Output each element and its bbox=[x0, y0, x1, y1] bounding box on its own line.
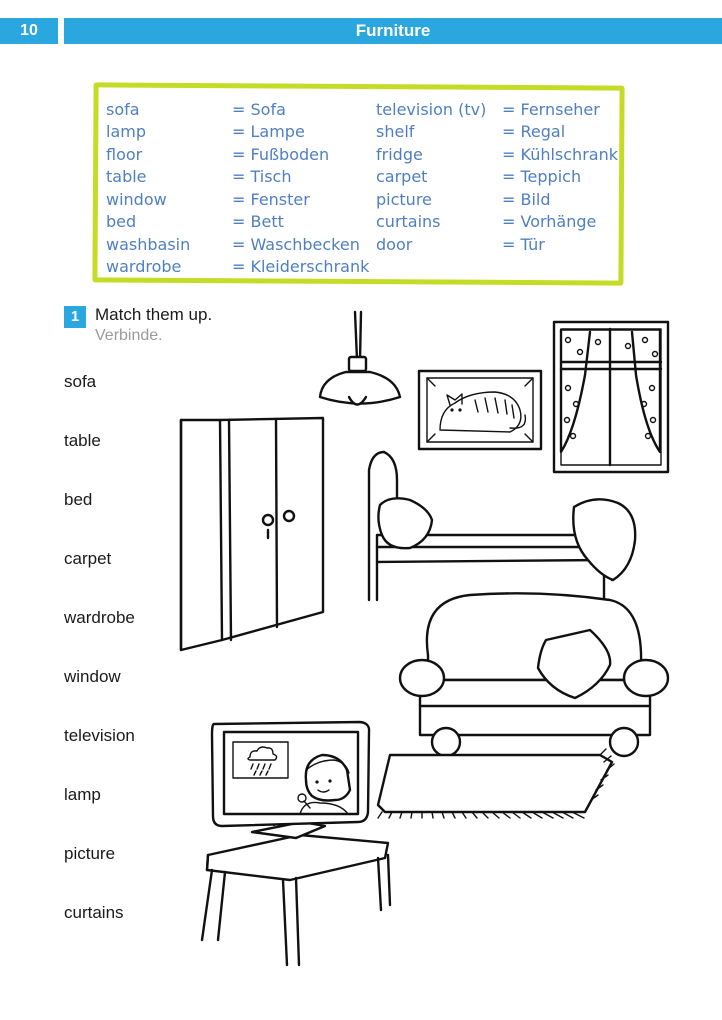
sofa-drawing[interactable] bbox=[400, 593, 668, 756]
vocab-en: curtains bbox=[376, 212, 441, 231]
vocab-en: window bbox=[106, 190, 167, 209]
lamp-drawing[interactable] bbox=[320, 312, 400, 405]
vocab-en: fridge bbox=[376, 145, 423, 164]
vocab-de: = Vorhänge bbox=[502, 212, 597, 231]
match-word[interactable]: picture bbox=[64, 844, 116, 863]
wardrobe-drawing[interactable] bbox=[181, 418, 323, 650]
vocab-en: table bbox=[106, 167, 147, 186]
carpet-drawing[interactable] bbox=[378, 749, 614, 818]
match-word[interactable]: lamp bbox=[64, 785, 101, 804]
vocab-en: shelf bbox=[376, 122, 415, 141]
vocab-de: = Fernseher bbox=[502, 100, 600, 119]
match-word[interactable]: television bbox=[64, 726, 135, 745]
bed-drawing[interactable] bbox=[369, 452, 635, 602]
vocab-en: washbasin bbox=[106, 235, 191, 254]
vocab-en: floor bbox=[106, 145, 143, 164]
vocab-de: = Fenster bbox=[232, 190, 310, 209]
vocab-en: lamp bbox=[106, 122, 146, 141]
exercise-number: 1 bbox=[64, 306, 86, 328]
vocab-en: wardrobe bbox=[106, 257, 182, 276]
match-word[interactable]: sofa bbox=[64, 372, 97, 391]
vocab-de: = Lampe bbox=[232, 122, 305, 141]
window-drawing[interactable] bbox=[554, 322, 668, 472]
match-word[interactable]: table bbox=[64, 431, 101, 450]
match-word[interactable]: bed bbox=[64, 490, 93, 509]
vocab-de: = Regal bbox=[502, 122, 566, 141]
vocab-de: = Bild bbox=[502, 190, 551, 209]
television-drawing[interactable] bbox=[212, 722, 369, 838]
vocab-de: = Kühlschrank bbox=[502, 145, 618, 164]
vocab-de: = Kleiderschrank bbox=[232, 257, 370, 276]
exercise-instruction: Match them up. bbox=[95, 305, 213, 324]
vocab-de: = Bett bbox=[232, 212, 284, 231]
vocab-de: = Tisch bbox=[232, 167, 292, 186]
vocab-de: = Teppich bbox=[502, 167, 582, 186]
picture-drawing[interactable] bbox=[419, 371, 541, 449]
match-word[interactable]: wardrobe bbox=[64, 608, 135, 627]
vocab-de: = Fußboden bbox=[232, 145, 330, 164]
vocab-en: sofa bbox=[106, 100, 140, 119]
vocab-de: = Waschbecken bbox=[232, 235, 360, 254]
vocab-en: picture bbox=[376, 190, 432, 209]
match-word[interactable]: carpet bbox=[64, 549, 112, 568]
table-drawing[interactable] bbox=[202, 835, 390, 965]
vocab-en: carpet bbox=[376, 167, 428, 186]
vocab-de: = Tür bbox=[502, 235, 545, 254]
page-number: 10 bbox=[0, 18, 58, 44]
vocab-en: bed bbox=[106, 212, 137, 231]
vocab-de: = Sofa bbox=[232, 100, 286, 119]
vocab-en: door bbox=[376, 235, 413, 254]
page-title: Furniture bbox=[64, 18, 722, 44]
match-word[interactable]: window bbox=[64, 667, 121, 686]
vocab-en: television (tv) bbox=[376, 100, 487, 119]
exercise-instruction-de: Verbinde. bbox=[95, 327, 163, 344]
match-word[interactable]: curtains bbox=[64, 903, 124, 922]
